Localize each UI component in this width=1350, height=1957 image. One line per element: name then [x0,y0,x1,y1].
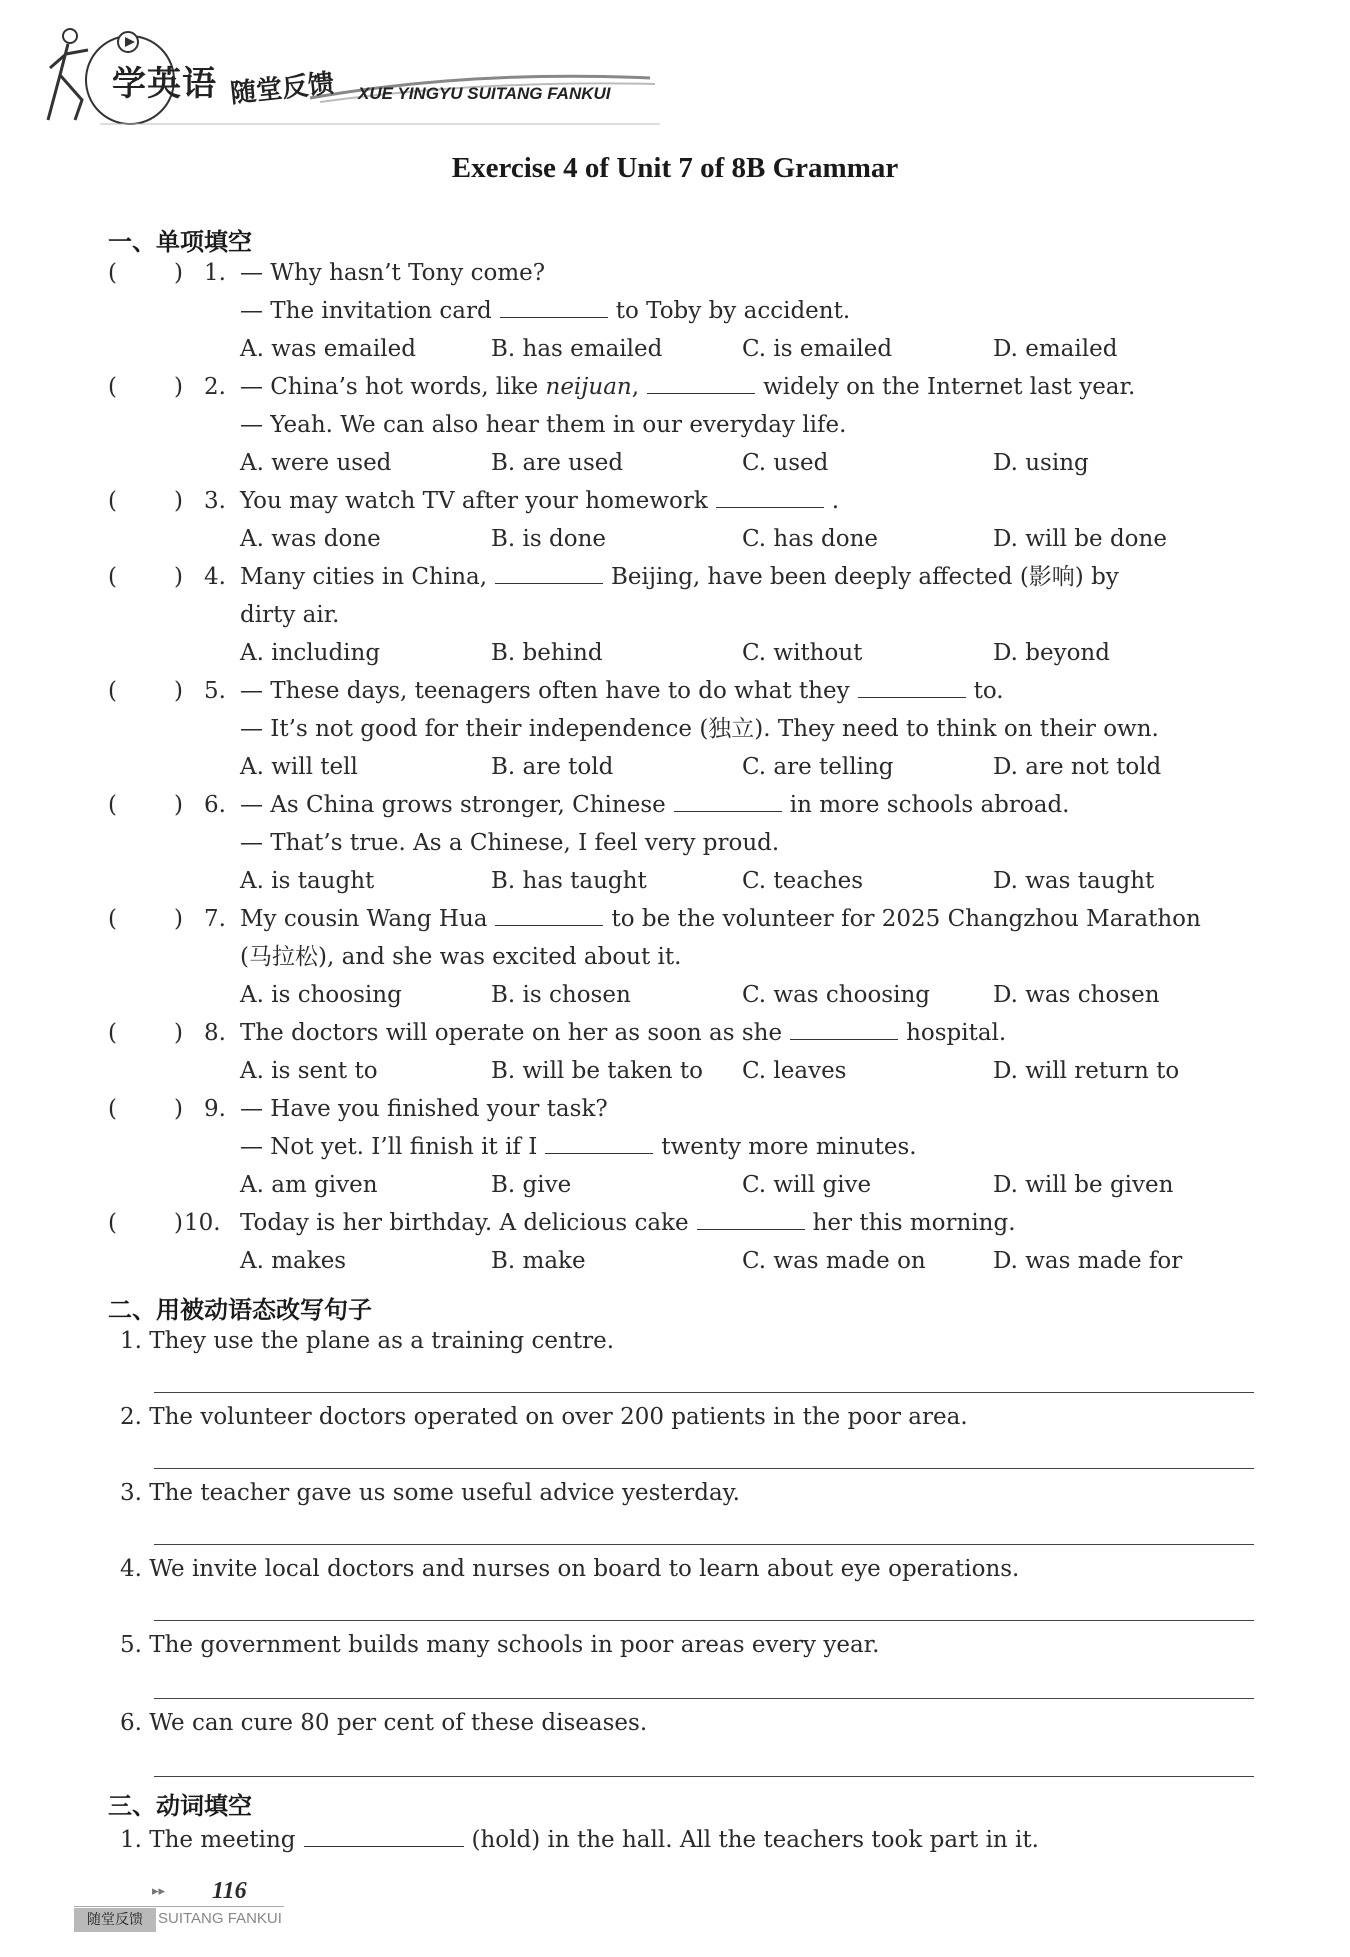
rewrite-item-1: 1. They use the plane as a training centre. [120,1328,615,1354]
logo-chinese-subtitle: 随堂反馈 [228,68,336,110]
option-a: A. is choosing [240,982,402,1008]
rewrite-item-6: 6. We can cure 80 per cent of these diseases. [120,1710,648,1736]
option-d: D. beyond [993,640,1110,666]
question-number: 6. [204,792,226,818]
question-line-2: — That’s true. As a Chinese, I feel very proud. [240,830,780,856]
answer-paren-right: ) [174,1210,183,1236]
answer-line-4[interactable] [154,1620,1254,1621]
footer-badge: 随堂反馈 [74,1908,156,1932]
option-a: A. including [240,640,381,666]
option-d: D. will be given [993,1172,1174,1198]
answer-paren-right: ) [174,374,183,400]
header-logo [40,20,660,130]
question-line-2: — It’s not good for their independence (独立). They need to think on their own. [240,716,1159,742]
answer-paren-right: ) [174,678,183,704]
option-b: B. make [491,1248,586,1274]
answer-paren-right: ) [174,792,183,818]
question-number: 7. [204,906,226,932]
option-c: C. has done [742,526,879,552]
question-line-2: — The invitation card to Toby by accident. [240,292,850,330]
answer-paren-left: ( [108,792,117,818]
answer-paren-right: ) [174,564,183,590]
question-number: 5. [204,678,226,704]
answer-paren-left: ( [108,260,117,286]
option-a: A. was emailed [240,336,416,362]
option-c: C. without [742,640,863,666]
question-line-1: — As China grows stronger, Chinese in more schools abroad. [240,786,1070,824]
question-number: 10. [184,1210,221,1236]
option-a: A. were used [240,450,392,476]
answer-paren-right: ) [174,260,183,286]
option-a: A. makes [240,1248,347,1274]
option-c: C. was made on [742,1248,926,1274]
option-b: B. has emailed [491,336,663,362]
option-d: D. was made for [993,1248,1183,1274]
option-b: B. has taught [491,868,647,894]
rewrite-item-3: 3. The teacher gave us some useful advice yesterday. [120,1480,740,1506]
option-c: C. used [742,450,829,476]
answer-blank[interactable] [716,485,824,508]
option-c: C. are telling [742,754,894,780]
option-d: D. are not told [993,754,1162,780]
option-b: B. is chosen [491,982,631,1008]
answer-paren-left: ( [108,564,117,590]
answer-paren-left: ( [108,1096,117,1122]
option-b: B. are told [491,754,614,780]
answer-paren-left: ( [108,488,117,514]
answer-blank[interactable] [697,1207,805,1230]
option-d: D. emailed [993,336,1118,362]
logo-pinyin-title: XUE YINGYU SUITANG FANKUI [358,84,611,103]
answer-blank[interactable] [495,561,603,584]
section-heading-1: 一、单项填空 [108,228,252,256]
option-a: A. was done [240,526,381,552]
answer-line-5[interactable] [154,1698,1254,1699]
option-c: C. teaches [742,868,864,894]
answer-paren-right: ) [174,1020,183,1046]
question-line-1: — These days, teenagers often have to do what they to. [240,672,1004,710]
question-line-1: The doctors will operate on her as soon as she hospital. [240,1014,1006,1052]
answer-blank[interactable] [647,371,755,394]
answer-paren-left: ( [108,1020,117,1046]
answer-blank[interactable] [858,675,966,698]
question-line-1: You may watch TV after your homework . [240,482,839,520]
verb-fill-item-1: 1. The meeting (hold) in the hall. All the teachers took part in it. [120,1824,1039,1853]
answer-paren-right: ) [174,906,183,932]
option-b: B. are used [491,450,624,476]
option-c: C. was choosing [742,982,930,1008]
question-number: 3. [204,488,226,514]
question-line-2: — Yeah. We can also hear them in our everyday life. [240,412,847,438]
question-number: 2. [204,374,226,400]
answer-paren-left: ( [108,1210,117,1236]
question-line-1: — Have you finished your task? [240,1096,608,1122]
section-heading-3: 三、动词填空 [108,1792,252,1820]
option-d: D. was chosen [993,982,1160,1008]
option-a: A. is sent to [240,1058,378,1084]
question-line-2: — Not yet. I’ll finish it if I twenty more minutes. [240,1128,917,1166]
question-line-1: Many cities in China, Beijing, have been deeply affected (影响) by [240,558,1119,596]
rewrite-item-5: 5. The government builds many schools in poor areas every year. [120,1632,880,1658]
question-number: 4. [204,564,226,590]
question-number: 1. [204,260,226,286]
answer-line-2[interactable] [154,1468,1254,1469]
question-line-1: My cousin Wang Hua to be the volunteer for 2025 Changzhou Marathon [240,900,1201,938]
footer-divider [74,1906,284,1907]
question-line-1: — Why hasn’t Tony come? [240,260,546,286]
option-a: A. am given [240,1172,378,1198]
option-d: D. using [993,450,1089,476]
option-b: B. behind [491,640,603,666]
page-number: 116 [212,1878,247,1904]
rewrite-item-4: 4. We invite local doctors and nurses on board to learn about eye operations. [120,1556,1020,1582]
rewrite-item-2: 2. The volunteer doctors operated on over 200 patients in the poor area. [120,1404,968,1430]
page-title: Exercise 4 of Unit 7 of 8B Grammar [451,152,899,184]
option-c: C. leaves [742,1058,847,1084]
option-d: D. was taught [993,868,1155,894]
question-line-2: dirty air. [240,602,340,628]
answer-paren-right: ) [174,488,183,514]
option-c: C. is emailed [742,336,893,362]
footer-pinyin: SUITANG FANKUI [158,1910,282,1927]
answer-blank[interactable] [495,903,603,926]
answer-paren-left: ( [108,906,117,932]
answer-line-3[interactable] [154,1544,1254,1545]
answer-line-6[interactable] [154,1776,1254,1777]
answer-blank[interactable] [500,295,608,318]
option-d: D. will return to [993,1058,1180,1084]
question-number: 9. [204,1096,226,1122]
answer-blank[interactable] [545,1131,653,1154]
answer-blank[interactable] [304,1824,464,1847]
answer-paren-right: ) [174,1096,183,1122]
logo-chinese-title: 学英语 [112,64,217,104]
question-line-1: Today is her birthday. A delicious cake her this morning. [240,1204,1016,1242]
option-d: D. will be done [993,526,1167,552]
answer-blank[interactable] [790,1017,898,1040]
answer-line-1[interactable] [154,1392,1254,1393]
question-number: 8. [204,1020,226,1046]
option-a: A. is taught [240,868,375,894]
option-c: C. will give [742,1172,872,1198]
section-heading-2: 二、用被动语态改写句子 [108,1296,372,1324]
question-line-1: — China’s hot words, like neijuan, widely on the Internet last year. [240,368,1135,406]
question-line-2: (马拉松), and she was excited about it. [240,944,682,970]
answer-paren-left: ( [108,374,117,400]
option-b: B. give [491,1172,572,1198]
option-a: A. will tell [240,754,358,780]
footer-arrow-icon: ▸▸ [152,1884,166,1899]
answer-blank[interactable] [674,789,782,812]
option-b: B. will be taken to [491,1058,703,1084]
option-b: B. is done [491,526,606,552]
answer-paren-left: ( [108,678,117,704]
